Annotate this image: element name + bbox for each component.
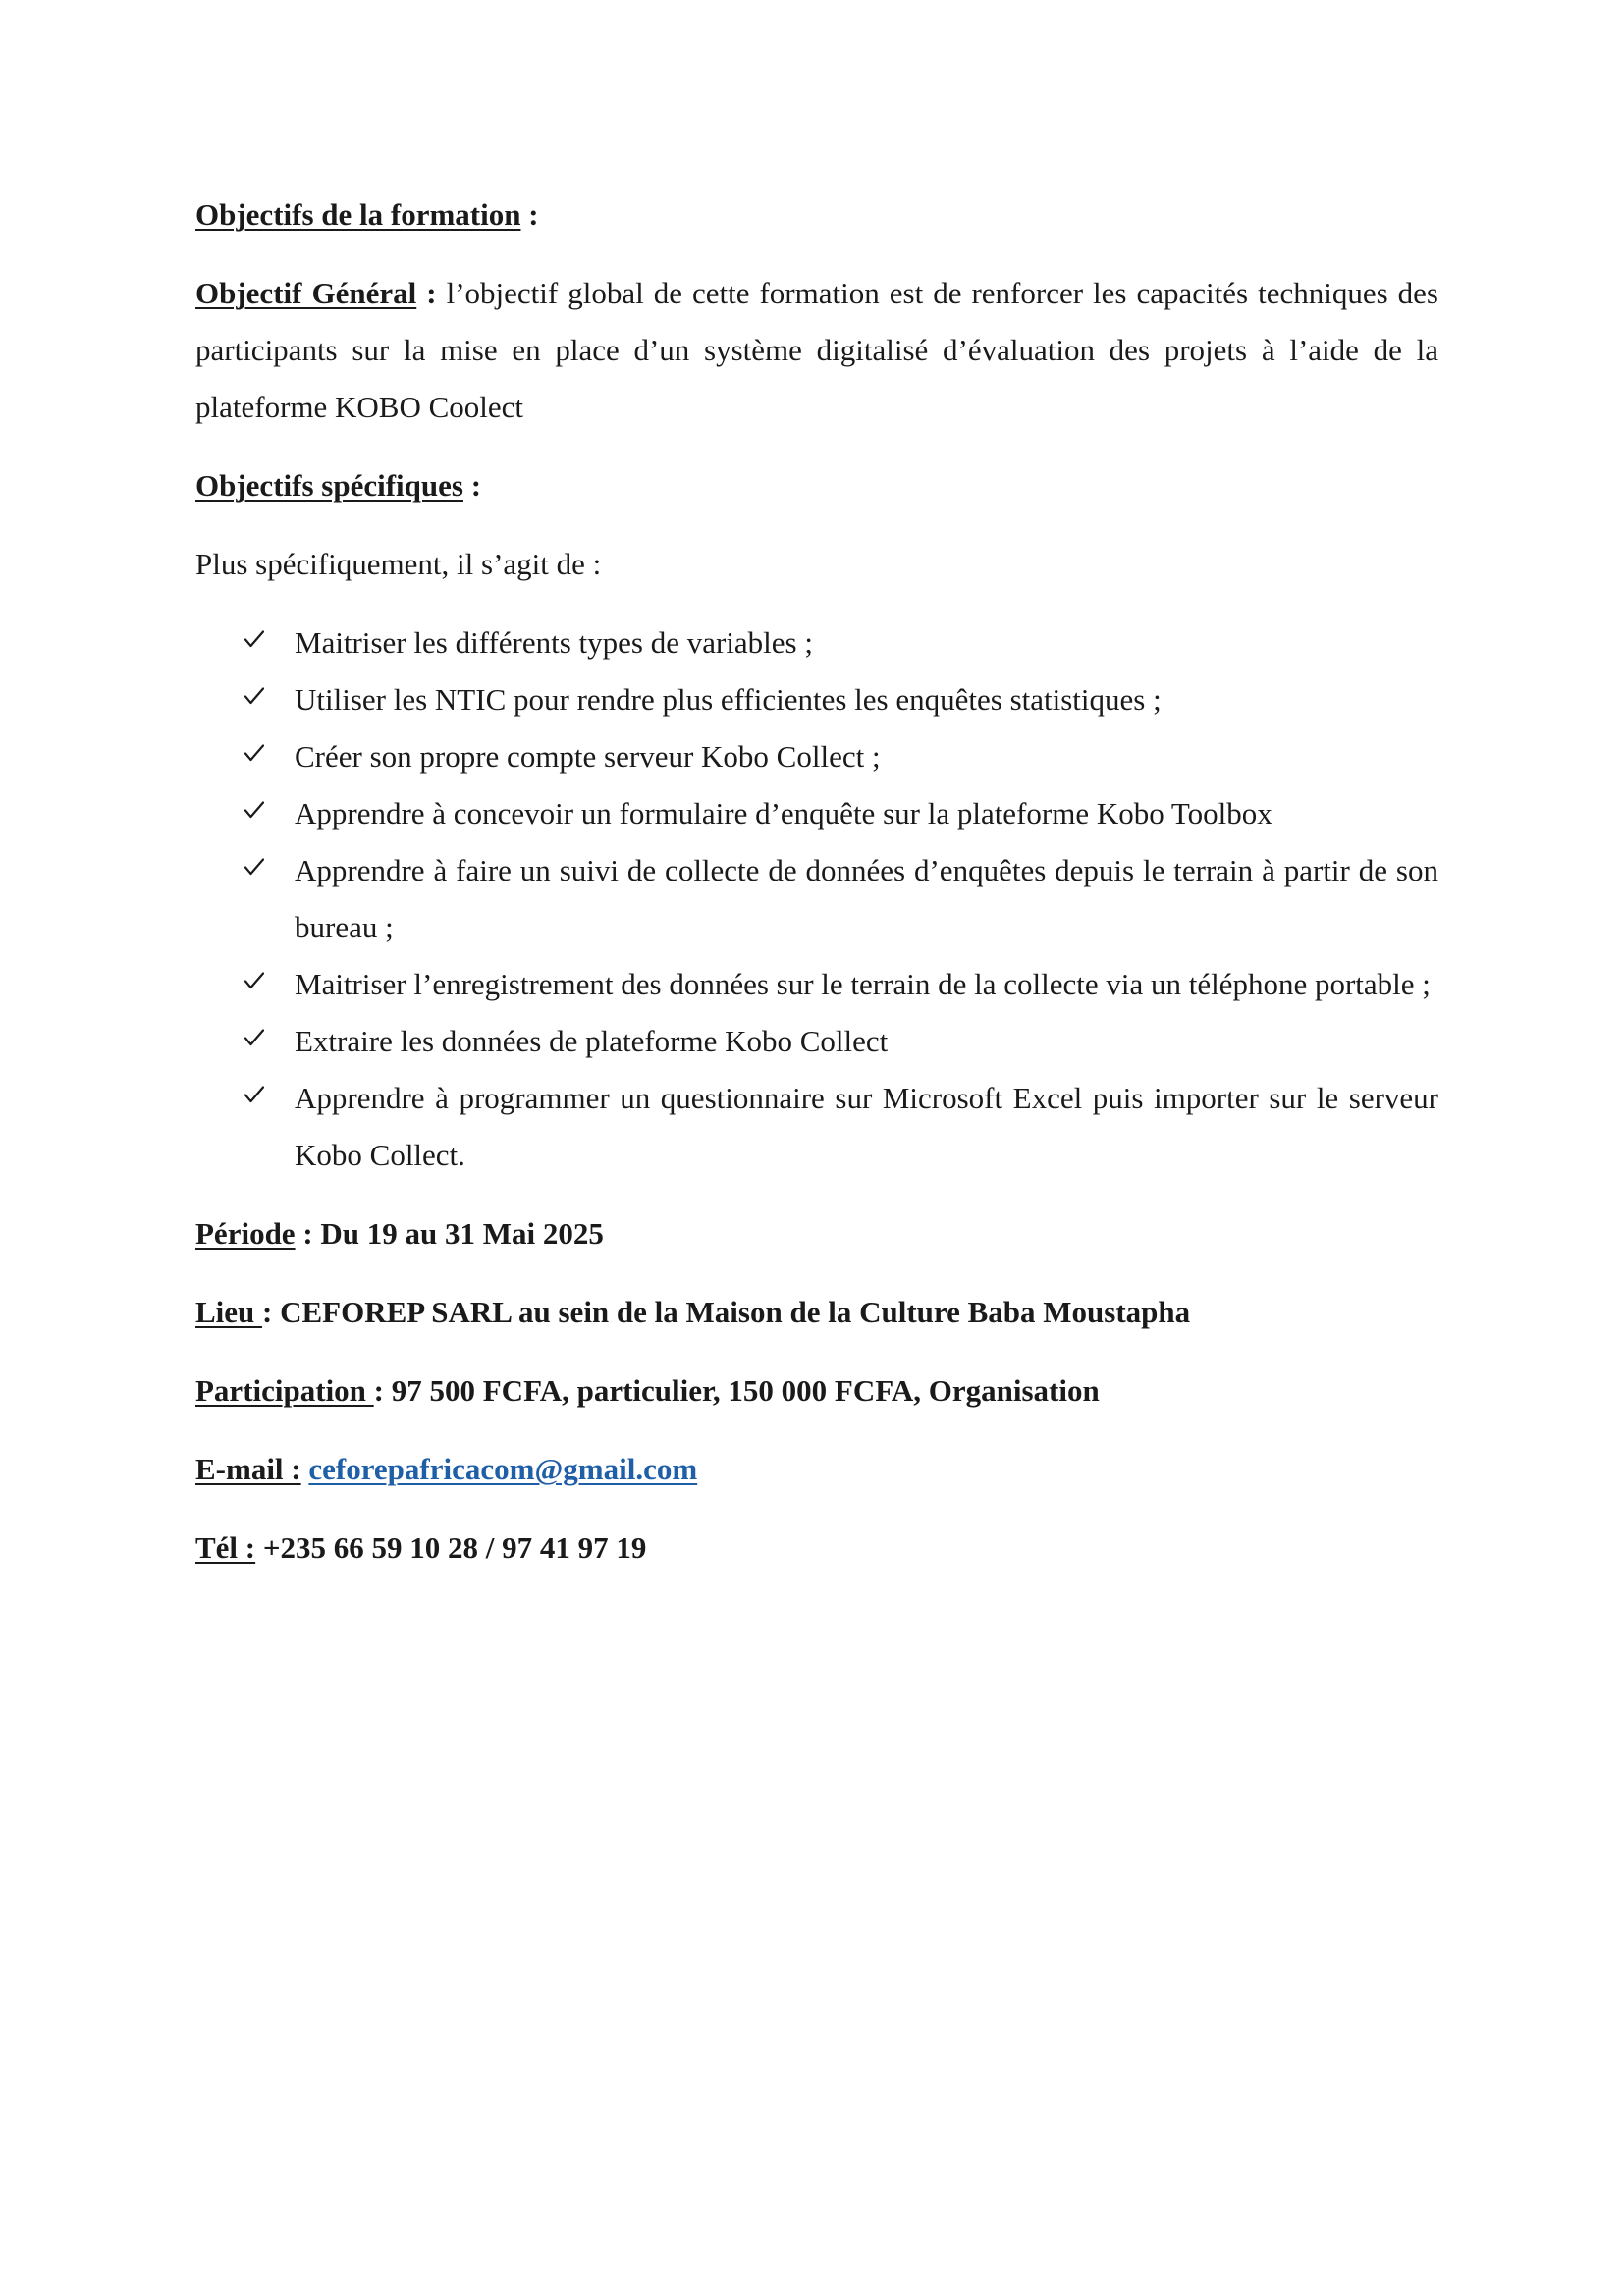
email-line [195, 1441, 1438, 1498]
list-item [195, 671, 1438, 728]
list-item [195, 842, 1438, 956]
check-icon [244, 1013, 268, 1070]
list-item [195, 785, 1438, 842]
email-label: E-mail : [195, 1452, 301, 1486]
check-icon [244, 671, 268, 728]
check-icon [244, 1070, 268, 1127]
period-value: : Du 19 au 31 Mai 2025 [295, 1216, 604, 1251]
list-item-text: Maitriser l’enregistrement des données sur le terrain de la collecte via un téléphone portable ; [295, 967, 1431, 1001]
period-label: Période [195, 1216, 296, 1251]
check-icon [244, 728, 268, 785]
phone-label: Tél : [195, 1530, 256, 1565]
list-item-text: Apprendre à programmer un questionnaire sur Microsoft Excel puis importer sur le serveur Kobo Collect. [295, 1081, 1438, 1172]
general-objective-label: Objectif Général [195, 276, 417, 310]
check-icon [244, 614, 268, 671]
objectives-checklist [195, 614, 1438, 1184]
list-item-text: Apprendre à faire un suivi de collecte de données d’enquêtes depuis le terrain à partir de son bureau ; [295, 853, 1438, 944]
location-value: : CEFOREP SARL au sein de la Maison de la Culture Baba Moustapha [262, 1295, 1191, 1329]
list-item-text: Extraire les données de plateforme Kobo Collect [295, 1024, 889, 1058]
phone-value: +235 66 59 10 28 / 97 41 97 19 [255, 1530, 647, 1565]
check-icon [244, 842, 268, 899]
section-heading-label: Objectifs de la formation [195, 197, 521, 232]
phone-line [195, 1520, 1438, 1576]
general-objective-text: l’objectif global de cette formation est de renforcer les capacités techniques des participants sur la mise en place d’un système digitalisé d’évaluation des projets à l’aide de la plateforme KOBO Coolect [195, 276, 1438, 424]
specific-objectives-colon: : [462, 468, 482, 503]
specific-intro: Plus spécifiquement, il s’agit de : [195, 547, 602, 581]
participation-value: : 97 500 FCFA, particulier, 150 000 FCFA, Organisation [373, 1373, 1100, 1408]
section-heading-colon: : [520, 197, 539, 232]
list-item [195, 1070, 1438, 1184]
list-item-text: Apprendre à concevoir un formulaire d’enquête sur la plateforme Kobo Toolbox [295, 796, 1272, 830]
list-item [195, 956, 1438, 1013]
document-page [195, 187, 1438, 1598]
section-heading [195, 187, 1438, 243]
list-item [195, 614, 1438, 671]
specific-objectives-heading [195, 457, 1438, 514]
check-icon [244, 785, 268, 842]
check-icon [244, 956, 268, 1013]
participation-label: Participation [195, 1373, 374, 1408]
general-objective-colon: : [416, 276, 437, 310]
period-line [195, 1205, 1438, 1262]
list-item [195, 728, 1438, 785]
email-link[interactable]: ceforepafricacom@gmail.com [308, 1452, 698, 1486]
location-label: Lieu [195, 1295, 263, 1329]
specific-objectives-label: Objectifs spécifiques [195, 468, 463, 503]
list-item-text: Utiliser les NTIC pour rendre plus efficientes les enquêtes statistiques ; [295, 682, 1162, 717]
location-line [195, 1284, 1438, 1341]
general-objective [195, 265, 1438, 436]
list-item [195, 1013, 1438, 1070]
list-item-text: Créer son propre compte serveur Kobo Collect ; [295, 739, 881, 774]
participation-line [195, 1362, 1438, 1419]
list-item-text: Maitriser les différents types de variables ; [295, 625, 813, 660]
